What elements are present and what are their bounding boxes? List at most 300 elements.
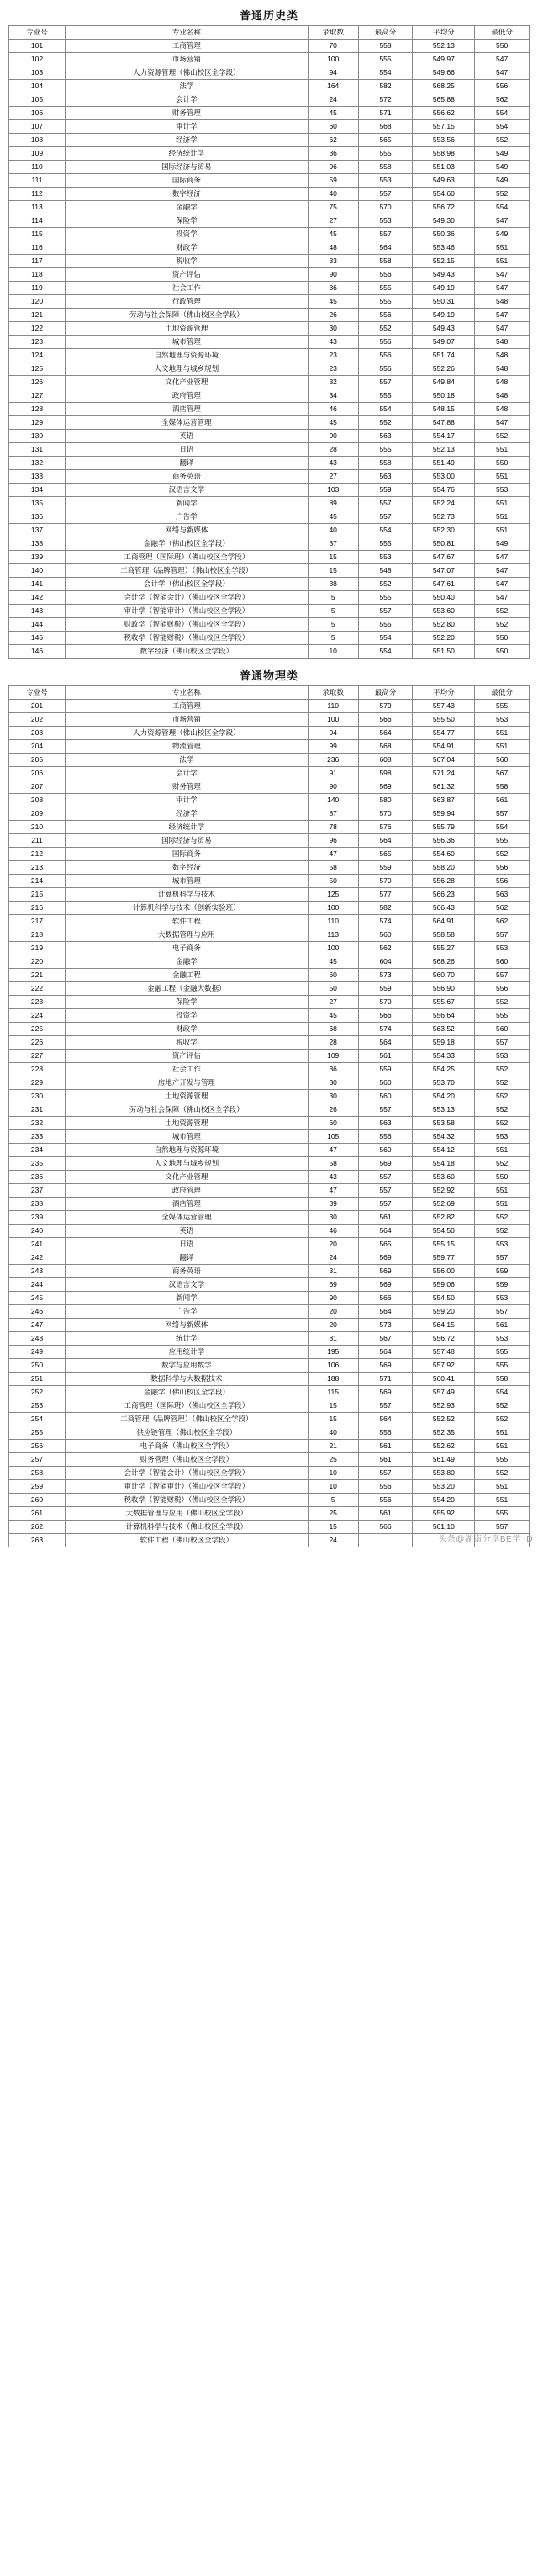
major-code: 142	[9, 591, 66, 605]
min-score: 547	[475, 416, 530, 430]
min-score: 552	[475, 848, 530, 861]
avg-score: 553.20	[413, 1480, 475, 1494]
max-score: 561	[358, 1440, 413, 1453]
major-code: 230	[9, 1090, 66, 1103]
avg-score: 553.00	[413, 470, 475, 484]
scores-table-physics	[8, 685, 530, 1547]
table-row	[9, 484, 530, 497]
major-code: 220	[9, 955, 66, 969]
avg-score: 552.52	[413, 1413, 475, 1426]
column-header-code: 专业号	[9, 26, 66, 40]
avg-score: 552.15	[413, 255, 475, 268]
max-score: 564	[358, 1225, 413, 1238]
max-score: 559	[358, 861, 413, 875]
max-score: 557	[358, 228, 413, 241]
column-header-max: 最高分	[358, 686, 413, 700]
max-score: 554	[358, 632, 413, 645]
max-score: 557	[358, 188, 413, 201]
max-score: 566	[358, 1521, 413, 1534]
min-score: 547	[475, 214, 530, 228]
column-header-avg: 平均分	[413, 26, 475, 40]
min-score: 555	[475, 1009, 530, 1023]
max-score: 604	[358, 955, 413, 969]
admitted-count: 45	[308, 295, 358, 309]
table-row	[9, 1265, 530, 1278]
major-code: 256	[9, 1440, 66, 1453]
major-name: 计算机科学与技术（创新实验班）	[65, 902, 308, 915]
table-row	[9, 295, 530, 309]
admitted-count: 50	[308, 875, 358, 888]
avg-score: 568.25	[413, 80, 475, 93]
admitted-count: 90	[308, 1292, 358, 1305]
avg-score: 559.77	[413, 1251, 475, 1265]
section-title-physics: 普通物理类	[239, 669, 298, 682]
major-name: 金融学（佛山校区全学段）	[65, 1386, 308, 1399]
avg-score: 556.90	[413, 982, 475, 996]
admitted-count: 103	[308, 484, 358, 497]
admitted-count: 59	[308, 174, 358, 188]
major-code: 246	[9, 1305, 66, 1319]
major-name: 商务英语	[65, 470, 308, 484]
min-score: 551	[475, 1494, 530, 1507]
major-name: 会计学（佛山校区全学段）	[65, 578, 308, 591]
major-code: 145	[9, 632, 66, 645]
major-code: 122	[9, 322, 66, 336]
avg-score: 552.92	[413, 1184, 475, 1198]
max-score: 555	[358, 53, 413, 66]
major-name: 英语	[65, 430, 308, 443]
major-name: 审计学（智能审计）（佛山校区全学段）	[65, 1480, 308, 1494]
major-name: 会计学（智能会计）（佛山校区全学段）	[65, 1467, 308, 1480]
min-score: 552	[475, 1076, 530, 1090]
admitted-count: 60	[308, 120, 358, 134]
admitted-count: 25	[308, 1507, 358, 1521]
avg-score: 561.49	[413, 1453, 475, 1467]
table-row	[9, 161, 530, 174]
major-name: 自然地理与资源环境	[65, 349, 308, 362]
max-score: 570	[358, 875, 413, 888]
min-score: 548	[475, 362, 530, 376]
avg-score: 550.31	[413, 295, 475, 309]
admitted-count: 15	[308, 1521, 358, 1534]
table-row	[9, 268, 530, 282]
admitted-count: 94	[308, 727, 358, 740]
major-name: 数字经济（佛山校区全学段）	[65, 645, 308, 659]
min-score: 550	[475, 1171, 530, 1184]
major-name: 财务管理	[65, 780, 308, 794]
max-score: 557	[358, 1184, 413, 1198]
table-body-history	[9, 40, 530, 659]
admitted-count: 15	[308, 564, 358, 578]
admitted-count: 46	[308, 403, 358, 416]
major-name: 财政学（智能财税）（佛山校区全学段）	[65, 618, 308, 632]
admitted-count: 21	[308, 1440, 358, 1453]
min-score: 549	[475, 147, 530, 161]
column-header-name: 专业名称	[65, 26, 308, 40]
table-row	[9, 915, 530, 928]
min-score: 553	[475, 713, 530, 727]
min-score: 553	[475, 1332, 530, 1346]
table-row	[9, 807, 530, 821]
table-row	[9, 1023, 530, 1036]
max-score: 553	[358, 551, 413, 564]
table-row	[9, 1494, 530, 1507]
major-code: 213	[9, 861, 66, 875]
admitted-count: 113	[308, 928, 358, 942]
avg-score: 547.67	[413, 551, 475, 564]
major-name: 汉语言文学	[65, 484, 308, 497]
min-score: 553	[475, 942, 530, 955]
table-row	[9, 605, 530, 618]
max-score: 598	[358, 767, 413, 780]
major-name: 保险学	[65, 996, 308, 1009]
major-name: 人力资源管理（佛山校区全学段）	[65, 66, 308, 80]
admitted-count: 30	[308, 1076, 358, 1090]
major-code: 120	[9, 295, 66, 309]
major-name: 城市管理	[65, 1130, 308, 1144]
major-name: 数据科学与大数据技术	[65, 1373, 308, 1386]
major-code: 223	[9, 996, 66, 1009]
max-score: 569	[358, 1386, 413, 1399]
major-name: 税收学	[65, 1036, 308, 1050]
major-code: 134	[9, 484, 66, 497]
avg-score: 554.18	[413, 1157, 475, 1171]
min-score: 551	[475, 510, 530, 524]
admitted-count: 34	[308, 389, 358, 403]
major-name: 投资学	[65, 228, 308, 241]
avg-score: 555.27	[413, 942, 475, 955]
table-row	[9, 1050, 530, 1063]
avg-score: 549.43	[413, 268, 475, 282]
admitted-count: 91	[308, 767, 358, 780]
admitted-count: 5	[308, 591, 358, 605]
max-score: 565	[358, 848, 413, 861]
major-name: 国际经济与贸易	[65, 161, 308, 174]
admitted-count: 90	[308, 780, 358, 794]
table-row	[9, 942, 530, 955]
admitted-count: 24	[308, 1251, 358, 1265]
max-score: 569	[358, 1278, 413, 1292]
avg-score: 552.93	[413, 1399, 475, 1413]
major-name: 工商管理（品牌管理）（佛山校区全学段）	[65, 564, 308, 578]
avg-score: 551.50	[413, 645, 475, 659]
major-code: 201	[9, 700, 66, 713]
major-code: 211	[9, 834, 66, 848]
major-code: 237	[9, 1184, 66, 1198]
table-row	[9, 336, 530, 349]
max-score: 574	[358, 1023, 413, 1036]
admitted-count: 89	[308, 497, 358, 510]
avg-score: 556.62	[413, 107, 475, 120]
major-code: 217	[9, 915, 66, 928]
min-score: 552	[475, 1211, 530, 1225]
major-name: 经济统计学	[65, 147, 308, 161]
major-code: 233	[9, 1130, 66, 1144]
admitted-count: 23	[308, 349, 358, 362]
min-score: 558	[475, 780, 530, 794]
max-score: 555	[358, 282, 413, 295]
max-score: 569	[358, 1157, 413, 1171]
min-score: 551	[475, 1198, 530, 1211]
major-code: 127	[9, 389, 66, 403]
admitted-count: 164	[308, 80, 358, 93]
major-code: 114	[9, 214, 66, 228]
max-score: 564	[358, 1305, 413, 1319]
major-code: 103	[9, 66, 66, 80]
major-name: 审计学（智能审计）（佛山校区全学段）	[65, 605, 308, 618]
table-row	[9, 201, 530, 214]
min-score: 554	[475, 1386, 530, 1399]
table-row	[9, 362, 530, 376]
admitted-count: 100	[308, 53, 358, 66]
min-score: 552	[475, 996, 530, 1009]
max-score: 568	[358, 740, 413, 754]
major-name: 财政学	[65, 241, 308, 255]
table-row	[9, 888, 530, 902]
major-code: 232	[9, 1117, 66, 1130]
major-code: 228	[9, 1063, 66, 1076]
major-code: 259	[9, 1480, 66, 1494]
major-code: 205	[9, 754, 66, 767]
admitted-count: 45	[308, 510, 358, 524]
table-row	[9, 1467, 530, 1480]
table-body-physics	[9, 700, 530, 1547]
min-score: 551	[475, 1144, 530, 1157]
major-code: 104	[9, 80, 66, 93]
admitted-count: 24	[308, 1534, 358, 1547]
min-score: 553	[475, 1238, 530, 1251]
major-code: 206	[9, 767, 66, 780]
min-score: 552	[475, 1399, 530, 1413]
major-name: 土地资源管理	[65, 1090, 308, 1103]
max-score: 553	[358, 174, 413, 188]
min-score: 551	[475, 1426, 530, 1440]
major-name: 税收学	[65, 255, 308, 268]
table-row	[9, 66, 530, 80]
admitted-count: 27	[308, 996, 358, 1009]
max-score: 558	[358, 161, 413, 174]
avg-score: 557.15	[413, 120, 475, 134]
major-code: 210	[9, 821, 66, 834]
table-row	[9, 1076, 530, 1090]
table-row	[9, 40, 530, 53]
max-score: 556	[358, 309, 413, 322]
major-code: 203	[9, 727, 66, 740]
min-score: 547	[475, 578, 530, 591]
major-code: 224	[9, 1009, 66, 1023]
max-score: 552	[358, 578, 413, 591]
min-score: 548	[475, 376, 530, 389]
avg-score: 559.20	[413, 1305, 475, 1319]
min-score: 547	[475, 66, 530, 80]
major-name: 电子商务	[65, 942, 308, 955]
avg-score: 558.20	[413, 861, 475, 875]
max-score: 554	[358, 66, 413, 80]
major-code: 226	[9, 1036, 66, 1050]
max-score: 554	[358, 524, 413, 537]
avg-score: 555.92	[413, 1507, 475, 1521]
table-row	[9, 1198, 530, 1211]
min-score: 554	[475, 107, 530, 120]
min-score: 552	[475, 1090, 530, 1103]
min-score: 555	[475, 834, 530, 848]
major-code: 252	[9, 1386, 66, 1399]
avg-score: 552.20	[413, 632, 475, 645]
min-score: 547	[475, 591, 530, 605]
min-score: 557	[475, 1251, 530, 1265]
major-name: 会计学	[65, 93, 308, 107]
major-code: 208	[9, 794, 66, 807]
min-score: 552	[475, 605, 530, 618]
max-score: 563	[358, 470, 413, 484]
min-score: 547	[475, 268, 530, 282]
avg-score: 554.77	[413, 727, 475, 740]
min-score: 551	[475, 255, 530, 268]
column-header-min: 最低分	[475, 686, 530, 700]
major-name: 文化产业管理	[65, 1171, 308, 1184]
max-score: 566	[358, 1292, 413, 1305]
table-row	[9, 1373, 530, 1386]
major-code: 260	[9, 1494, 66, 1507]
table-row	[9, 1130, 530, 1144]
avg-score: 553.56	[413, 134, 475, 147]
min-score: 550	[475, 457, 530, 470]
avg-score: 554.32	[413, 1130, 475, 1144]
max-score: 558	[358, 457, 413, 470]
admitted-count: 36	[308, 282, 358, 295]
avg-score: 552.73	[413, 510, 475, 524]
table-row	[9, 322, 530, 336]
min-score: 551	[475, 1184, 530, 1198]
admitted-count: 60	[308, 969, 358, 982]
admitted-count: 15	[308, 1413, 358, 1426]
major-code: 255	[9, 1426, 66, 1440]
min-score: 552	[475, 430, 530, 443]
min-score: 551	[475, 497, 530, 510]
major-code: 101	[9, 40, 66, 53]
avg-score: 552.24	[413, 497, 475, 510]
min-score: 552	[475, 1413, 530, 1426]
major-name: 计算机科学与技术	[65, 888, 308, 902]
major-name: 国际商务	[65, 848, 308, 861]
major-code: 144	[9, 618, 66, 632]
major-name: 数字经济	[65, 188, 308, 201]
major-code: 253	[9, 1399, 66, 1413]
admitted-count: 36	[308, 147, 358, 161]
table-row	[9, 376, 530, 389]
avg-score: 553.70	[413, 1076, 475, 1090]
min-score: 551	[475, 1480, 530, 1494]
max-score: 555	[358, 443, 413, 457]
avg-score: 563.52	[413, 1023, 475, 1036]
table-row	[9, 1036, 530, 1050]
major-code: 113	[9, 201, 66, 214]
table-row	[9, 147, 530, 161]
major-code: 204	[9, 740, 66, 754]
table-row	[9, 578, 530, 591]
table-row	[9, 1426, 530, 1440]
major-code: 121	[9, 309, 66, 322]
max-score: 556	[358, 1480, 413, 1494]
major-name: 房地产开发与管理	[65, 1076, 308, 1090]
major-name: 汉语言文学	[65, 1278, 308, 1292]
admitted-count: 75	[308, 201, 358, 214]
avg-score: 554.50	[413, 1225, 475, 1238]
avg-score: 552.30	[413, 524, 475, 537]
admitted-count: 20	[308, 1319, 358, 1332]
major-code: 108	[9, 134, 66, 147]
admitted-count: 39	[308, 1198, 358, 1211]
major-name: 工商管理（品牌管理）（佛山校区全学段）	[65, 1413, 308, 1426]
max-score: 556	[358, 336, 413, 349]
major-code: 261	[9, 1507, 66, 1521]
avg-score: 549.97	[413, 53, 475, 66]
admitted-count: 30	[308, 1211, 358, 1225]
avg-score: 551.03	[413, 161, 475, 174]
table-row	[9, 1305, 530, 1319]
max-score: 560	[358, 1144, 413, 1157]
major-name: 社会工作	[65, 282, 308, 295]
avg-score: 560.70	[413, 969, 475, 982]
min-score: 552	[475, 1157, 530, 1171]
admitted-count: 20	[308, 1305, 358, 1319]
admitted-count: 58	[308, 861, 358, 875]
max-score: 555	[358, 618, 413, 632]
admitted-count: 115	[308, 1386, 358, 1399]
min-score: 551	[475, 241, 530, 255]
max-score: 555	[358, 147, 413, 161]
admitted-count: 99	[308, 740, 358, 754]
max-score: 563	[358, 1117, 413, 1130]
min-score: 547	[475, 322, 530, 336]
major-code: 131	[9, 443, 66, 457]
major-name: 会计学	[65, 767, 308, 780]
major-code: 218	[9, 928, 66, 942]
major-name: 工商管理	[65, 700, 308, 713]
admitted-count: 100	[308, 942, 358, 955]
max-score: 569	[358, 780, 413, 794]
admitted-count: 40	[308, 188, 358, 201]
admitted-count: 32	[308, 376, 358, 389]
admitted-count: 5	[308, 632, 358, 645]
table-row	[9, 403, 530, 416]
major-code: 227	[9, 1050, 66, 1063]
max-score: 570	[358, 807, 413, 821]
major-code: 248	[9, 1332, 66, 1346]
admitted-count: 110	[308, 915, 358, 928]
major-name: 英语	[65, 1225, 308, 1238]
table-row	[9, 1103, 530, 1117]
avg-score: 549.84	[413, 376, 475, 389]
table-row	[9, 861, 530, 875]
admitted-count: 94	[308, 66, 358, 80]
max-score: 555	[358, 389, 413, 403]
max-score: 558	[358, 255, 413, 268]
table-row	[9, 174, 530, 188]
avg-score: 555.15	[413, 1238, 475, 1251]
min-score: 549	[475, 228, 530, 241]
table-row	[9, 1319, 530, 1332]
table-row	[9, 727, 530, 740]
avg-score: 559.18	[413, 1036, 475, 1050]
major-code: 137	[9, 524, 66, 537]
avg-score: 565.88	[413, 93, 475, 107]
major-name: 金融工程（金融大数据）	[65, 982, 308, 996]
admitted-count: 195	[308, 1346, 358, 1359]
table-row	[9, 969, 530, 982]
avg-score: 550.36	[413, 228, 475, 241]
min-score: 557	[475, 1521, 530, 1534]
